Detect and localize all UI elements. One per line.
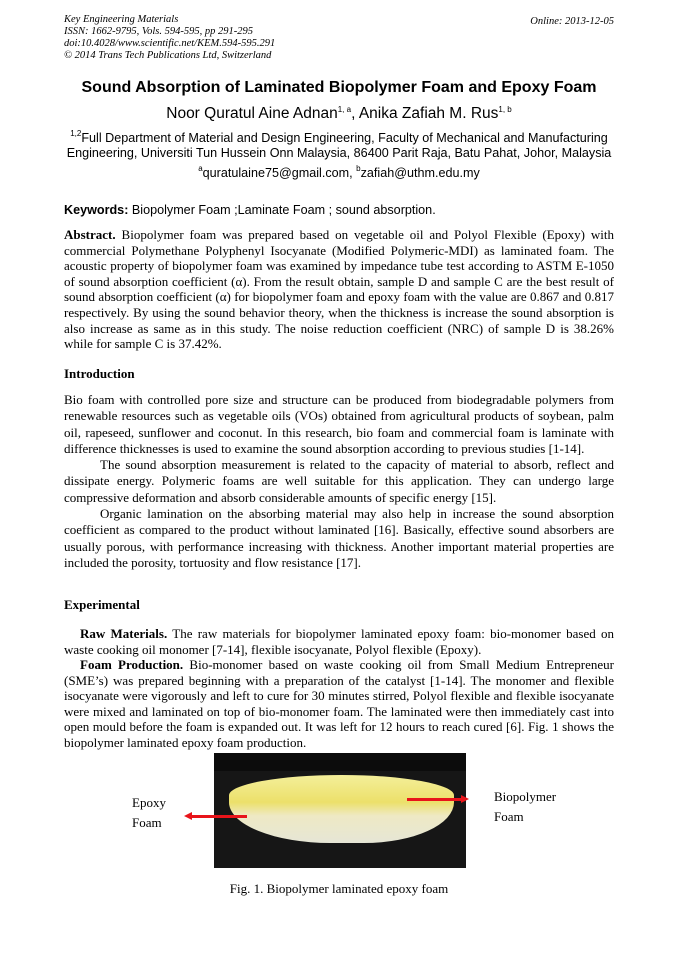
affiliation <box>40 131 638 161</box>
foam-production-label: Foam Production. <box>80 657 184 672</box>
paragraph: Bio foam with controlled pore size and structure can be produced from biodegradable polymers from renewable resources such as vegetable oils (VOs) obtained from agricultural products of soybean, palm oil, rapeseed, sunflower and coconut. In this research, bio foam and commercial foam is laminate with difference thicknesses is used to examine the sound absorption according to previous studies [1-14]. <box>64 392 614 456</box>
experimental-heading: Experimental <box>64 597 140 612</box>
arrow-head-icon <box>184 812 192 820</box>
arrow-head-icon <box>461 795 469 803</box>
abstract-text: Biopolymer foam was prepared based on vegetable oil and Polyol Flexible (Epoxy) with commercial Polymethane Polyphenyl Isocyanate (Modified Polymeric-MDI) as laminated foam. The acoustic property of biopolymer foam was examined by impedance tube test according to ASTM E-1050 of sound absorption coefficient (α). From the result obtain, sample D and sample C are the best result of sound absorption coefficient (α) for biopolymer foam and epoxy foam with the value are 0.867 and 0.817 respectively. By using the sound behavior theory, when the thickness is increase the sound absorption is also increase as same as in this study. The noise reduction coefficient (NRC) of sample D is 38.26% while for sample C is 37.42%. <box>64 227 615 352</box>
paper-title: Sound Absorption of Laminated Biopolymer Foam and Epoxy Foam <box>81 79 597 96</box>
label-line: Foam <box>494 809 524 824</box>
paragraph: Organic lamination on the absorbing material may also help in increase the sound absorption coefficient as compared to the product without laminated [16]. Basically, effective sound absorbers are usually porous, with performance increasing with thickness. Another important material properties are included the porosity, tortuosity and flow resistance [17]. <box>64 506 614 570</box>
experimental-body <box>64 626 614 750</box>
foam-production-text: Bio-monomer based on waste cooking oil from Small Medium Entrepreneur (SME’s) was prepared beginning with a preparation of the catalyst [1-14]. The monomer and flexible isocyanate were vigorously and left to cure for 30 minutes stirred, Polyol flexible and flexible isocyanate were mixed and laminated on top of bio-monomer foam. The laminated were then immediately cast into open mould before the foam is expanded out. It was left for 12 hours to reach cured [6]. Fig. 1 shows the biopolymer laminated epoxy foam production. <box>64 657 614 750</box>
introduction-heading: Introduction <box>64 366 135 381</box>
affiliation-line: Engineering, Universiti Tun Hussein Onn Malaysia, 86400 Parit Raja, Batu Pahat, Johor, Malaysia <box>66 146 612 160</box>
email-link[interactable]: zafiah@uthm.edu.my <box>360 166 480 180</box>
email-sup: b <box>356 164 361 173</box>
paragraph <box>64 626 614 657</box>
photo-background <box>214 753 466 771</box>
affiliation-sup: 1,2 <box>70 129 82 138</box>
biopolymer-arrow <box>407 798 463 801</box>
label-line: Biopolymer <box>494 789 557 804</box>
keywords-text: Biopolymer Foam ;Laminate Foam ; sound absorption. <box>131 203 436 217</box>
doi: doi:10.4028/www.scientific.net/KEM.594-595.291 <box>64 38 276 49</box>
figure-caption: Fig. 1. Biopolymer laminated epoxy foam <box>229 881 449 896</box>
affiliation-line: Full Department of Material and Design Engineering, Faculty of Mechanical and Manufacturing <box>81 131 608 145</box>
abstract <box>64 227 614 352</box>
author-name: Anika Zafiah M. Rus <box>358 105 499 122</box>
abstract-label: Abstract. <box>64 227 116 242</box>
raw-materials-label: Raw Materials. <box>80 626 168 641</box>
foam-sample <box>229 775 454 843</box>
paragraph <box>64 657 614 750</box>
raw-materials-text: The raw materials for biopolymer laminated epoxy foam: bio-monomer based on waste cooking oil monomer [7-14], flexible isocyanate, Polyol flexible (Epoxy). <box>64 626 615 657</box>
epoxy-foam-label <box>132 793 166 833</box>
authors: Noor Quratul Aine Adnan$^{1, a}$, Anika Zafiah M. Rus$^{1, b}$ <box>166 105 512 122</box>
online-date: Online: 2013-12-05 <box>530 16 614 27</box>
paragraph: The sound absorption measurement is related to the capacity of material to absorb, reflect and dissipate energy. Polymeric foams are well suitable for this application. They can undergo large compressive deformation and absorb considerable amounts of specific energy [15]. <box>64 457 614 505</box>
author-name: Noor Quratul Aine Adnan <box>166 105 338 122</box>
keywords <box>64 203 436 217</box>
label-line: Epoxy <box>132 795 166 810</box>
epoxy-arrow <box>190 815 247 818</box>
author-sup: 1, a <box>337 105 352 114</box>
journal-header <box>64 14 275 62</box>
emails: $^a$quratulaine75@gmail.com, $^b$zafiah@uthm.edu.my <box>198 164 480 180</box>
foam-photo <box>214 753 466 868</box>
email-sup: a <box>198 164 203 173</box>
journal-name: Key Engineering Materials <box>64 14 179 25</box>
issn: ISSN: 1662-9795, Vols. 594-595, pp 291-295 <box>64 26 253 37</box>
email-link[interactable]: quratulaine75@gmail.com <box>202 166 350 180</box>
biopolymer-foam-label <box>494 787 556 827</box>
author-sup: 1, b <box>498 105 512 114</box>
copyright: © 2014 Trans Tech Publications Ltd, Switzerland <box>64 50 272 61</box>
keywords-label: Keywords: <box>64 203 129 217</box>
label-line: Foam <box>132 815 162 830</box>
introduction-body <box>64 392 614 571</box>
